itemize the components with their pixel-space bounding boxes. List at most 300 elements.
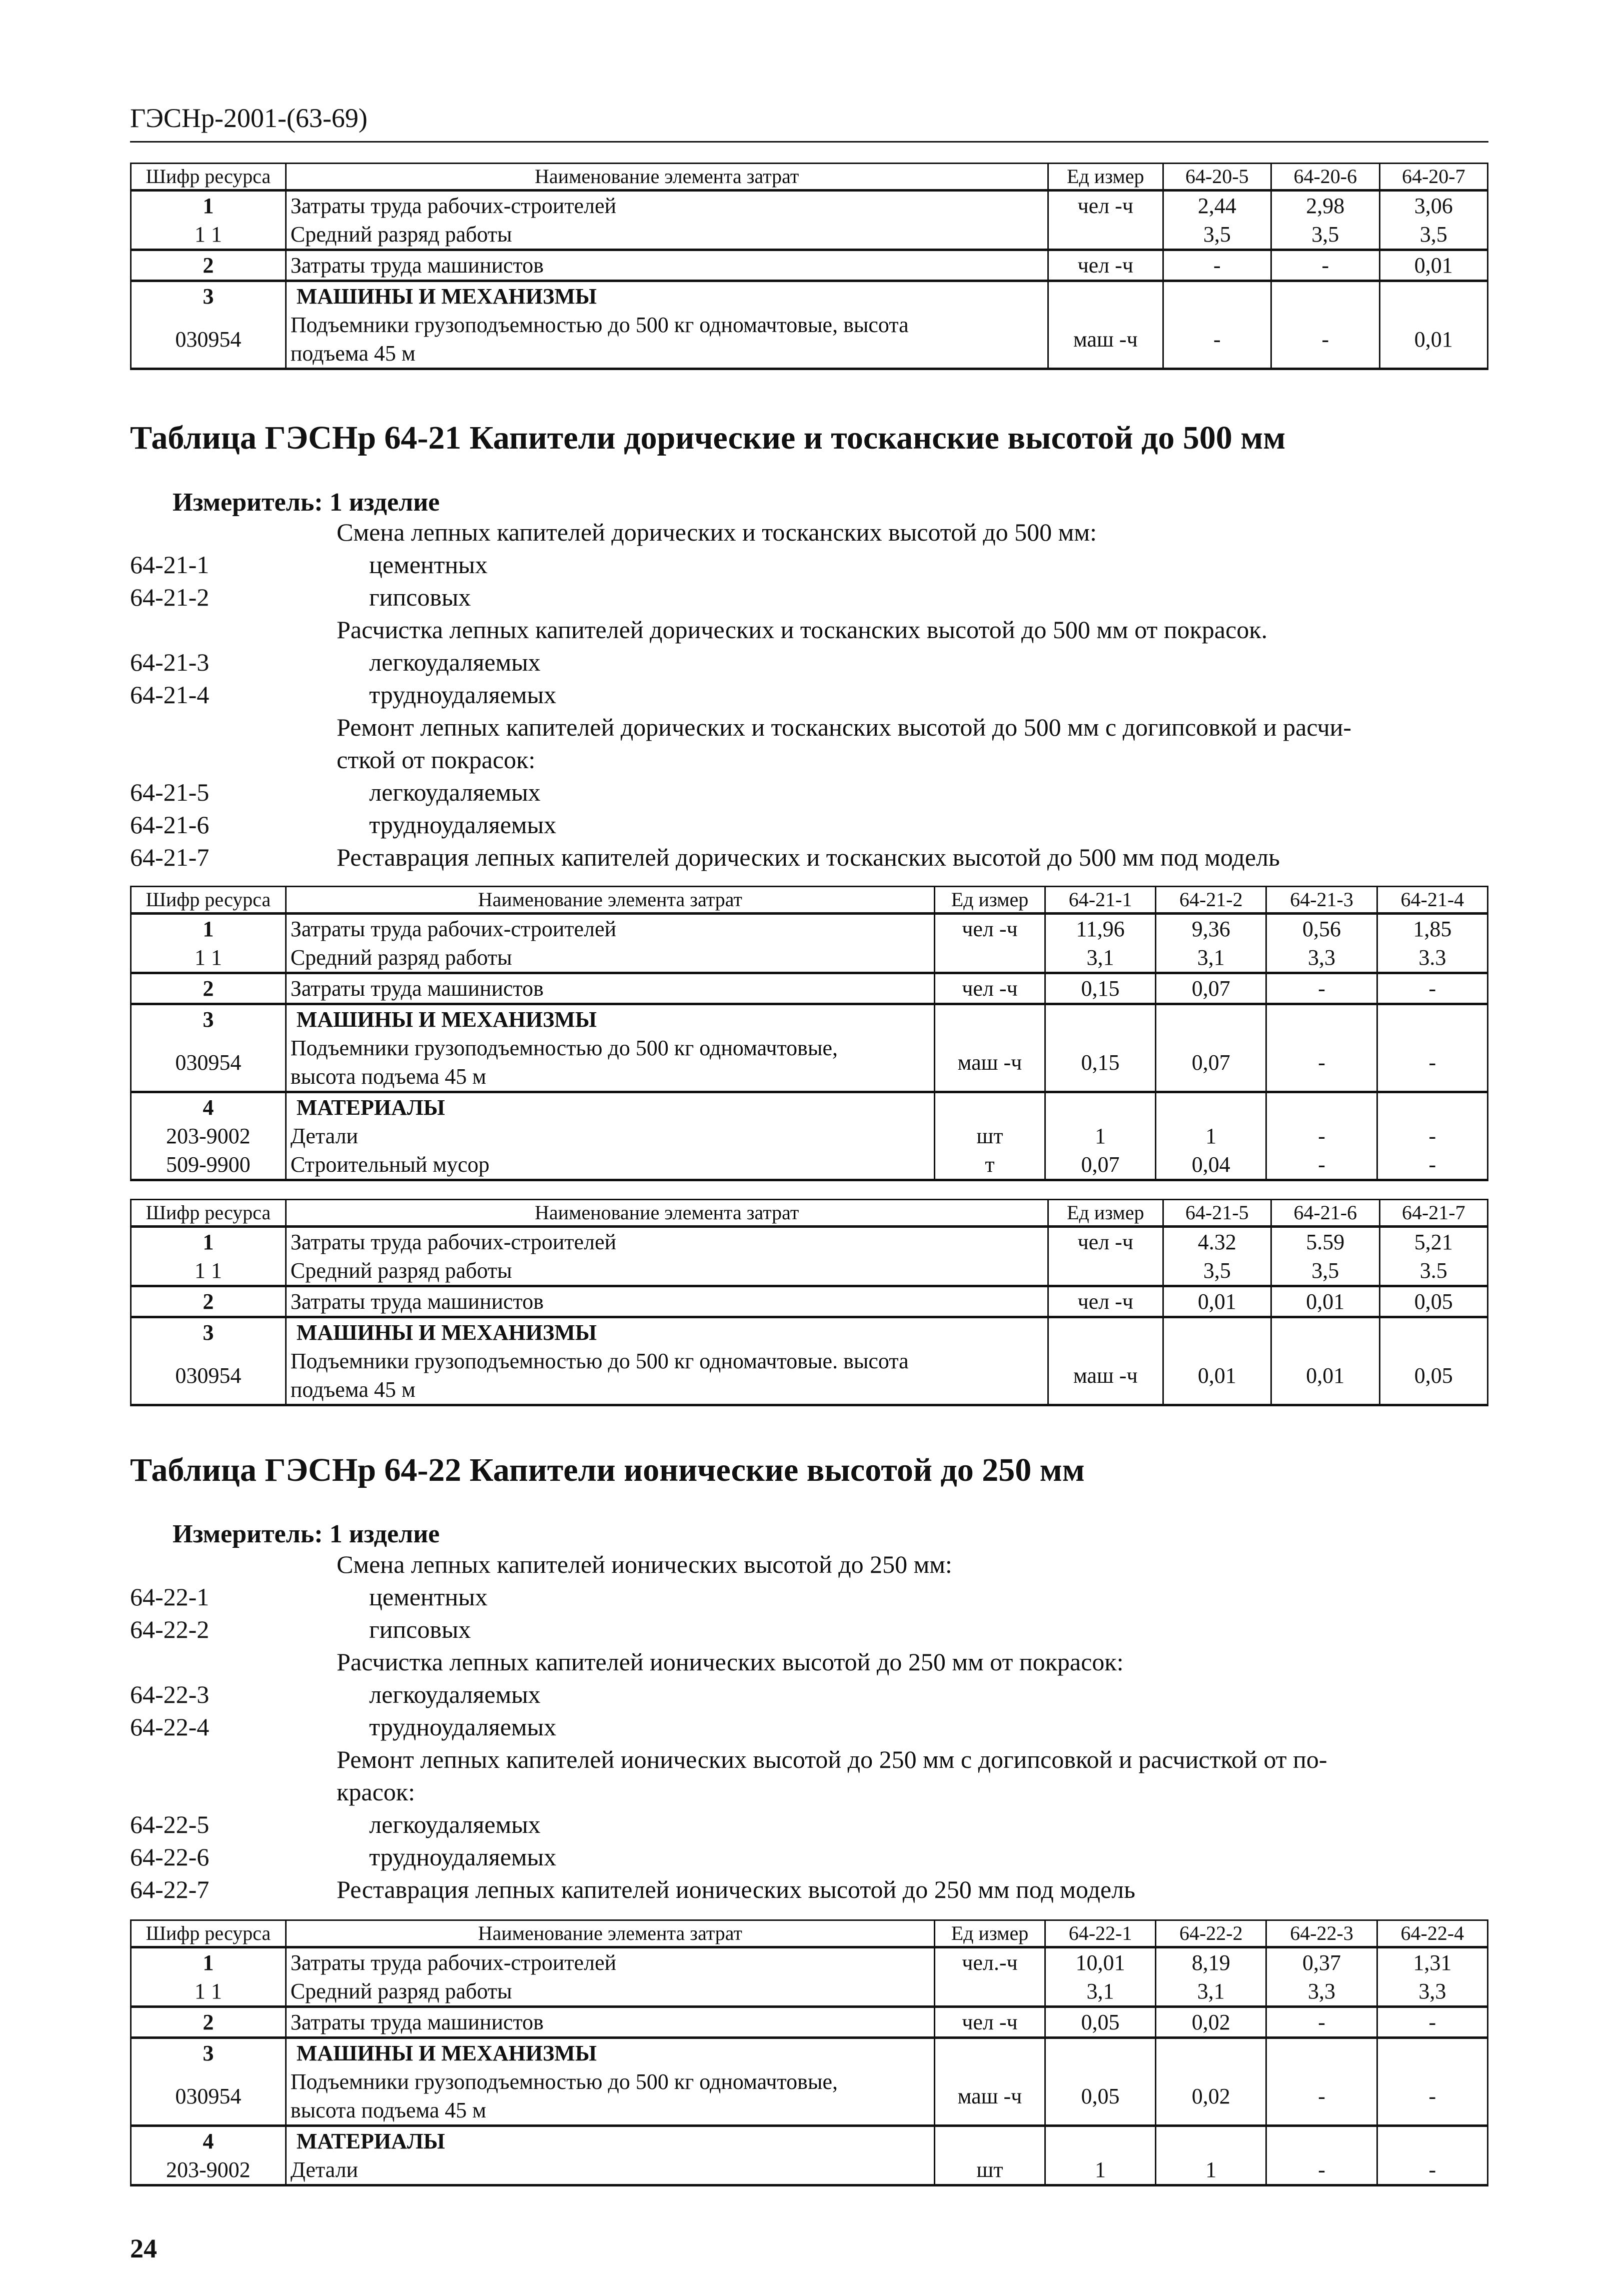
table-row xyxy=(131,1977,1488,2007)
list-item xyxy=(130,1808,1488,1841)
norm-value xyxy=(1377,2126,1487,2156)
resource-code: 030954 xyxy=(131,2067,286,2126)
norm-value: 0,15 xyxy=(1045,1034,1155,1092)
table-row xyxy=(131,311,1488,369)
resource-unit: чел -ч xyxy=(1048,191,1163,221)
resource-name: Средний разряд работы xyxy=(286,1977,934,2007)
norm-value: - xyxy=(1271,311,1379,369)
list-item xyxy=(130,809,1488,841)
resource-unit xyxy=(935,2038,1045,2068)
resource-name: Средний разряд работы xyxy=(286,220,1048,250)
norm-value xyxy=(1045,1092,1155,1122)
norm-value: - xyxy=(1377,2007,1487,2038)
resource-code: 1 1 xyxy=(131,220,286,250)
resource-group xyxy=(131,1004,1488,1092)
column-header-code: Шифр ресурса xyxy=(131,164,286,191)
resource-name: Средний разряд работы xyxy=(286,1256,1048,1286)
list-item xyxy=(130,679,1488,711)
resource-code: 509-9900 xyxy=(131,1150,286,1180)
norm-value: 10,01 xyxy=(1045,1947,1155,1977)
norm-value: 8,19 xyxy=(1156,1947,1266,1977)
list-item xyxy=(130,549,1488,581)
work-list-64-21 xyxy=(130,516,1488,874)
resource-name: Затраты труда рабочих-строителей xyxy=(286,191,1048,221)
resource-name: МАШИНЫ И МЕХАНИЗМЫ xyxy=(286,1317,1048,1347)
item-text: трудноудаляемых xyxy=(369,811,557,839)
resource-name: Затраты труда машинистов xyxy=(286,2007,934,2038)
resource-code: 1 xyxy=(131,191,286,221)
norm-value: 0,05 xyxy=(1045,2007,1155,2038)
list-item xyxy=(130,1581,1488,1613)
resource-group xyxy=(131,2126,1488,2185)
norm-value: 11,96 xyxy=(1045,914,1155,944)
resource-unit xyxy=(1048,1317,1163,1347)
norm-value: 0,56 xyxy=(1266,914,1377,944)
item-text: гипсовых xyxy=(369,1615,471,1643)
resource-unit xyxy=(1048,220,1163,250)
resource-code: 3 xyxy=(131,1317,286,1347)
norm-value: 0,01 xyxy=(1163,1286,1271,1317)
norm-value: 0,07 xyxy=(1045,1150,1155,1180)
list-item xyxy=(130,1646,1488,1678)
resource-code: 2 xyxy=(131,2007,286,2038)
resource-name: Затраты труда рабочих-строителей xyxy=(286,1227,1048,1257)
norm-value: 0,15 xyxy=(1045,973,1155,1004)
resource-unit xyxy=(935,943,1045,973)
norm-value xyxy=(1045,1004,1155,1034)
list-item xyxy=(130,1678,1488,1711)
item-text: легкоудаляемых xyxy=(369,1810,541,1838)
item-text: Ремонт лепных капителей дорических и тосканских высотой до 500 мм с догипсовкой и расчи- сткой от покрасок: xyxy=(337,713,1352,774)
list-item xyxy=(130,841,1488,874)
column-header-name: Наименование элемента затрат xyxy=(286,1920,934,1947)
norm-value xyxy=(1156,1004,1266,1034)
item-text: цементных xyxy=(369,551,488,579)
norm-value: 0,01 xyxy=(1271,1286,1379,1317)
item-code: 64-22-1 xyxy=(130,1583,210,1611)
norm-value: 1,85 xyxy=(1377,914,1487,944)
document-header: ГЭСНр-2001-(63-69) xyxy=(130,103,368,133)
column-header-norm: 64-21-2 xyxy=(1156,887,1266,914)
norm-value: 0,01 xyxy=(1271,1347,1379,1405)
norm-value xyxy=(1266,1004,1377,1034)
page-number: 24 xyxy=(130,2233,157,2263)
item-code: 64-21-4 xyxy=(130,681,210,709)
resource-group xyxy=(131,914,1488,973)
table-row xyxy=(131,973,1488,1004)
work-list-64-22 xyxy=(130,1548,1488,1906)
item-code: 64-21-5 xyxy=(130,778,210,806)
norm-value: 3,5 xyxy=(1271,1256,1379,1286)
column-header-norm: 64-22-1 xyxy=(1045,1920,1155,1947)
resource-name: Строительный мусор xyxy=(286,1150,934,1180)
norm-value xyxy=(1156,2126,1266,2156)
norm-value: 3,5 xyxy=(1163,220,1271,250)
resource-code: 1 xyxy=(131,914,286,944)
resource-unit xyxy=(1048,281,1163,311)
resource-group xyxy=(131,973,1488,1004)
column-header-norm: 64-21-7 xyxy=(1379,1200,1487,1227)
resource-group xyxy=(131,281,1488,369)
norm-value: 5,21 xyxy=(1379,1227,1487,1257)
norm-value: - xyxy=(1377,973,1487,1004)
item-text: Реставрация лепных капителей дорических и тосканских высотой до 500 мм под модель xyxy=(337,843,1280,871)
resource-group xyxy=(131,1227,1488,1286)
norm-value: 5.59 xyxy=(1271,1227,1379,1257)
column-header-unit: Ед измер xyxy=(1048,1200,1163,1227)
resource-unit: маш -ч xyxy=(935,2067,1045,2126)
norm-value: 0,07 xyxy=(1156,973,1266,1004)
table-row xyxy=(131,1227,1488,1257)
resource-unit: чел.-ч xyxy=(935,1947,1045,1977)
resource-code: 2 xyxy=(131,1286,286,1317)
table-row xyxy=(131,1317,1488,1347)
item-text: Смена лепных капителей ионических высотой до 250 мм: xyxy=(337,1550,952,1578)
column-header-norm: 64-21-1 xyxy=(1045,887,1155,914)
norm-value: 3,1 xyxy=(1156,1977,1266,2007)
column-header-norm: 64-22-2 xyxy=(1156,1920,1266,1947)
resource-table-64-21-a xyxy=(130,886,1488,1181)
norm-value xyxy=(1266,1092,1377,1122)
resource-name: Детали xyxy=(286,1122,934,1150)
list-item xyxy=(130,1548,1488,1581)
table-row xyxy=(131,2007,1488,2038)
resource-name: МАШИНЫ И МЕХАНИЗМЫ xyxy=(286,1004,934,1034)
resource-unit: шт xyxy=(935,2155,1045,2185)
resource-name: Затраты труда рабочих-строителей xyxy=(286,914,934,944)
item-code: 64-22-4 xyxy=(130,1713,210,1741)
item-code: 64-21-6 xyxy=(130,811,210,839)
norm-value: - xyxy=(1377,1150,1487,1180)
norm-value: 3,3 xyxy=(1377,1977,1487,2007)
norm-value: - xyxy=(1377,1122,1487,1150)
table-row xyxy=(131,1034,1488,1092)
norm-value: - xyxy=(1266,1150,1377,1180)
norm-value xyxy=(1163,1317,1271,1347)
resource-unit xyxy=(935,2126,1045,2156)
table-row xyxy=(131,943,1488,973)
column-header-norm: 64-20-7 xyxy=(1379,164,1487,191)
resource-name: Подъемники грузоподъемностью до 500 кг одномачтовые, высота подъема 45 м xyxy=(286,1034,934,1092)
resource-unit: чел -ч xyxy=(935,973,1045,1004)
list-item xyxy=(130,516,1488,549)
norm-value xyxy=(1271,1317,1379,1347)
norm-value: - xyxy=(1271,250,1379,281)
item-code: 64-22-2 xyxy=(130,1615,210,1643)
norm-value: - xyxy=(1377,2155,1487,2185)
table-row xyxy=(131,2067,1488,2126)
section-title-64-21: Таблица ГЭСНр 64-21 Капители дорические и тосканские высотой до 500 мм xyxy=(130,420,1286,456)
norm-value: 0,02 xyxy=(1156,2007,1266,2038)
resource-code: 4 xyxy=(131,2126,286,2156)
norm-value xyxy=(1156,1092,1266,1122)
resource-code: 030954 xyxy=(131,1347,286,1405)
column-header-norm: 64-21-6 xyxy=(1271,1200,1379,1227)
table-row xyxy=(131,1256,1488,1286)
column-header-name: Наименование элемента затрат xyxy=(286,164,1048,191)
norm-value: 3,5 xyxy=(1163,1256,1271,1286)
norm-value: - xyxy=(1266,2155,1377,2185)
column-header-code: Шифр ресурса xyxy=(131,887,286,914)
list-item xyxy=(130,1873,1488,1906)
norm-value: 0,01 xyxy=(1379,250,1487,281)
resource-name: МАШИНЫ И МЕХАНИЗМЫ xyxy=(286,2038,934,2068)
resource-group xyxy=(131,1947,1488,2007)
norm-value xyxy=(1377,1004,1487,1034)
norm-value: 2,98 xyxy=(1271,191,1379,221)
resource-group xyxy=(131,1286,1488,1317)
resource-unit xyxy=(935,1092,1045,1122)
list-item xyxy=(130,581,1488,614)
resource-code: 3 xyxy=(131,2038,286,2068)
resource-unit: шт xyxy=(935,1122,1045,1150)
norm-value xyxy=(1379,1317,1487,1347)
norm-value: - xyxy=(1377,2067,1487,2126)
column-header-norm: 64-22-3 xyxy=(1266,1920,1377,1947)
item-text: Смена лепных капителей дорических и тосканских высотой до 500 мм: xyxy=(337,518,1097,546)
table-row xyxy=(131,914,1488,944)
list-item xyxy=(130,1613,1488,1646)
item-code: 64-21-2 xyxy=(130,583,210,611)
resource-code: 1 xyxy=(131,1947,286,1977)
resource-group xyxy=(131,2038,1488,2126)
table-row xyxy=(131,1122,1488,1150)
resource-name: Затраты труда машинистов xyxy=(286,973,934,1004)
norm-value: 1 xyxy=(1045,2155,1155,2185)
column-header-norm: 64-20-6 xyxy=(1271,164,1379,191)
list-item xyxy=(130,614,1488,646)
item-code: 64-22-6 xyxy=(130,1843,210,1871)
column-header-norm: 64-22-4 xyxy=(1377,1920,1487,1947)
list-item xyxy=(130,776,1488,809)
header-row xyxy=(131,1200,1488,1227)
resource-unit: маш -ч xyxy=(935,1034,1045,1092)
resource-code: 030954 xyxy=(131,311,286,369)
norm-value: 4.32 xyxy=(1163,1227,1271,1257)
table-row xyxy=(131,2038,1488,2068)
table-row xyxy=(131,1947,1488,1977)
norm-value: - xyxy=(1266,2007,1377,2038)
item-text: цементных xyxy=(369,1583,488,1611)
column-header-norm: 64-21-3 xyxy=(1266,887,1377,914)
norm-value xyxy=(1156,2038,1266,2068)
norm-value: 0,02 xyxy=(1156,2067,1266,2126)
resource-code: 1 1 xyxy=(131,1256,286,1286)
norm-value: - xyxy=(1266,1122,1377,1150)
norm-value: - xyxy=(1163,250,1271,281)
norm-value: 1 xyxy=(1156,1122,1266,1150)
norm-value xyxy=(1379,281,1487,311)
resource-code: 3 xyxy=(131,281,286,311)
norm-value: 1,31 xyxy=(1377,1947,1487,1977)
norm-value: 9,36 xyxy=(1156,914,1266,944)
item-text: Реставрация лепных капителей ионических высотой до 250 мм под модель xyxy=(337,1875,1135,1903)
resource-name: Затраты труда машинистов xyxy=(286,250,1048,281)
norm-value xyxy=(1266,2038,1377,2068)
item-text: трудноудаляемых xyxy=(369,1843,557,1871)
item-text: Расчистка лепных капителей ионических высотой до 250 мм от покрасок: xyxy=(337,1648,1124,1676)
measure-64-21: Измеритель: 1 изделие xyxy=(173,488,440,517)
resource-code: 3 xyxy=(131,1004,286,1034)
norm-value xyxy=(1163,281,1271,311)
norm-value: 3,1 xyxy=(1045,1977,1155,2007)
norm-value: 3,3 xyxy=(1266,1977,1377,2007)
item-text: трудноудаляемых xyxy=(369,1713,557,1741)
resource-code: 4 xyxy=(131,1092,286,1122)
resource-group xyxy=(131,191,1488,250)
norm-value: 3,5 xyxy=(1379,220,1487,250)
list-item xyxy=(130,1743,1488,1808)
norm-value: - xyxy=(1163,311,1271,369)
norm-value: 3,06 xyxy=(1379,191,1487,221)
norm-value: 0,07 xyxy=(1156,1034,1266,1092)
table-row xyxy=(131,1004,1488,1034)
resource-code: 030954 xyxy=(131,1034,286,1092)
resource-unit: чел -ч xyxy=(935,2007,1045,2038)
resource-unit: чел -ч xyxy=(1048,1286,1163,1317)
resource-unit xyxy=(935,1004,1045,1034)
norm-value xyxy=(1045,2126,1155,2156)
header-row xyxy=(131,887,1488,914)
item-code: 64-22-5 xyxy=(130,1810,210,1838)
list-item xyxy=(130,1841,1488,1873)
norm-value: 1 xyxy=(1156,2155,1266,2185)
norm-value: - xyxy=(1266,1034,1377,1092)
list-item xyxy=(130,1711,1488,1743)
norm-value: - xyxy=(1266,973,1377,1004)
resource-code: 1 1 xyxy=(131,1977,286,2007)
resource-code: 1 xyxy=(131,1227,286,1257)
column-header-norm: 64-21-4 xyxy=(1377,887,1487,914)
norm-value: 3.5 xyxy=(1379,1256,1487,1286)
header-divider xyxy=(130,141,1488,143)
resource-unit xyxy=(935,1977,1045,2007)
section-title-64-22: Таблица ГЭСНр 64-22 Капители ионические высотой до 250 мм xyxy=(130,1452,1085,1488)
norm-value: 3,1 xyxy=(1156,943,1266,973)
item-code: 64-21-7 xyxy=(130,843,210,871)
norm-value: 3,1 xyxy=(1045,943,1155,973)
table-row xyxy=(131,2155,1488,2185)
item-text: Расчистка лепных капителей дорических и тосканских высотой до 500 мм от покрасок. xyxy=(337,616,1268,644)
item-text: легкоудаляемых xyxy=(369,648,541,676)
column-header-norm: 64-20-5 xyxy=(1163,164,1271,191)
header-row xyxy=(131,1920,1488,1947)
resource-unit: чел -ч xyxy=(1048,1227,1163,1257)
resource-unit: т xyxy=(935,1150,1045,1180)
norm-value: 3.3 xyxy=(1377,943,1487,973)
table-row xyxy=(131,250,1488,281)
table-row xyxy=(131,1150,1488,1180)
table-row xyxy=(131,2126,1488,2156)
column-header-unit: Ед измер xyxy=(935,1920,1045,1947)
norm-value xyxy=(1377,1092,1487,1122)
table-row xyxy=(131,281,1488,311)
resource-table-64-22 xyxy=(130,1919,1488,2186)
resource-group xyxy=(131,2007,1488,2038)
resource-code: 203-9002 xyxy=(131,1122,286,1150)
item-text: легкоудаляемых xyxy=(369,778,541,806)
resource-table-64-20 xyxy=(130,163,1488,370)
norm-value: 0,01 xyxy=(1379,311,1487,369)
column-header-name: Наименование элемента затрат xyxy=(286,1200,1048,1227)
resource-group xyxy=(131,1092,1488,1180)
norm-value xyxy=(1271,281,1379,311)
norm-value: - xyxy=(1377,1034,1487,1092)
table-row xyxy=(131,1092,1488,1122)
norm-value: 2,44 xyxy=(1163,191,1271,221)
norm-value: 0,04 xyxy=(1156,1150,1266,1180)
resource-name: Средний разряд работы xyxy=(286,943,934,973)
norm-value: 0,05 xyxy=(1379,1286,1487,1317)
resource-code: 2 xyxy=(131,250,286,281)
column-header-code: Шифр ресурса xyxy=(131,1200,286,1227)
item-text: Ремонт лепных капителей ионических высотой до 250 мм с догипсовкой и расчисткой от по- красок: xyxy=(337,1745,1327,1806)
item-code: 64-22-3 xyxy=(130,1680,210,1708)
resource-code: 203-9002 xyxy=(131,2155,286,2185)
resource-unit: маш -ч xyxy=(1048,1347,1163,1405)
resource-unit xyxy=(1048,1256,1163,1286)
list-item xyxy=(130,646,1488,679)
norm-value: 3,3 xyxy=(1266,943,1377,973)
norm-value: 0,05 xyxy=(1045,2067,1155,2126)
norm-value: - xyxy=(1266,2067,1377,2126)
resource-unit: чел -ч xyxy=(1048,250,1163,281)
resource-name: Подъемники грузоподъемностью до 500 кг одномачтовые, высота подъема 45 м xyxy=(286,311,1048,369)
resource-table-64-21-b xyxy=(130,1199,1488,1406)
column-header-unit: Ед измер xyxy=(935,887,1045,914)
resource-name: Подъемники грузоподъемностью до 500 кг одномачтовые. высота подъема 45 м xyxy=(286,1347,1048,1405)
norm-value: 0,01 xyxy=(1163,1347,1271,1405)
resource-name: МАТЕРИАЛЫ xyxy=(286,2126,934,2156)
resource-name: МАШИНЫ И МЕХАНИЗМЫ xyxy=(286,281,1048,311)
resource-unit: чел -ч xyxy=(935,914,1045,944)
resource-name: Подъемники грузоподъемностью до 500 кг одномачтовые, высота подъема 45 м xyxy=(286,2067,934,2126)
column-header-norm: 64-21-5 xyxy=(1163,1200,1271,1227)
table-row xyxy=(131,1347,1488,1405)
norm-value: 0,37 xyxy=(1266,1947,1377,1977)
norm-value xyxy=(1266,2126,1377,2156)
norm-value: 3,5 xyxy=(1271,220,1379,250)
resource-unit: маш -ч xyxy=(1048,311,1163,369)
norm-value xyxy=(1377,2038,1487,2068)
item-text: легкоудаляемых xyxy=(369,1680,541,1708)
resource-name: Детали xyxy=(286,2155,934,2185)
resource-code: 1 1 xyxy=(131,943,286,973)
column-header-code: Шифр ресурса xyxy=(131,1920,286,1947)
resource-code: 2 xyxy=(131,973,286,1004)
item-text: гипсовых xyxy=(369,583,471,611)
resource-name: Затраты труда рабочих-строителей xyxy=(286,1947,934,1977)
table-row xyxy=(131,191,1488,221)
table-row xyxy=(131,220,1488,250)
column-header-unit: Ед измер xyxy=(1048,164,1163,191)
header-row xyxy=(131,164,1488,191)
resource-group xyxy=(131,1317,1488,1405)
item-code: 64-22-7 xyxy=(130,1875,210,1903)
column-header-name: Наименование элемента затрат xyxy=(286,887,934,914)
measure-64-22: Измеритель: 1 изделие xyxy=(173,1520,440,1548)
item-text: трудноудаляемых xyxy=(369,681,557,709)
norm-value: 1 xyxy=(1045,1122,1155,1150)
norm-value: 0,05 xyxy=(1379,1347,1487,1405)
resource-name: МАТЕРИАЛЫ xyxy=(286,1092,934,1122)
resource-name: Затраты труда машинистов xyxy=(286,1286,1048,1317)
table-row xyxy=(131,1286,1488,1317)
item-code: 64-21-3 xyxy=(130,648,210,676)
norm-value xyxy=(1045,2038,1155,2068)
resource-group xyxy=(131,250,1488,281)
list-item xyxy=(130,711,1488,776)
